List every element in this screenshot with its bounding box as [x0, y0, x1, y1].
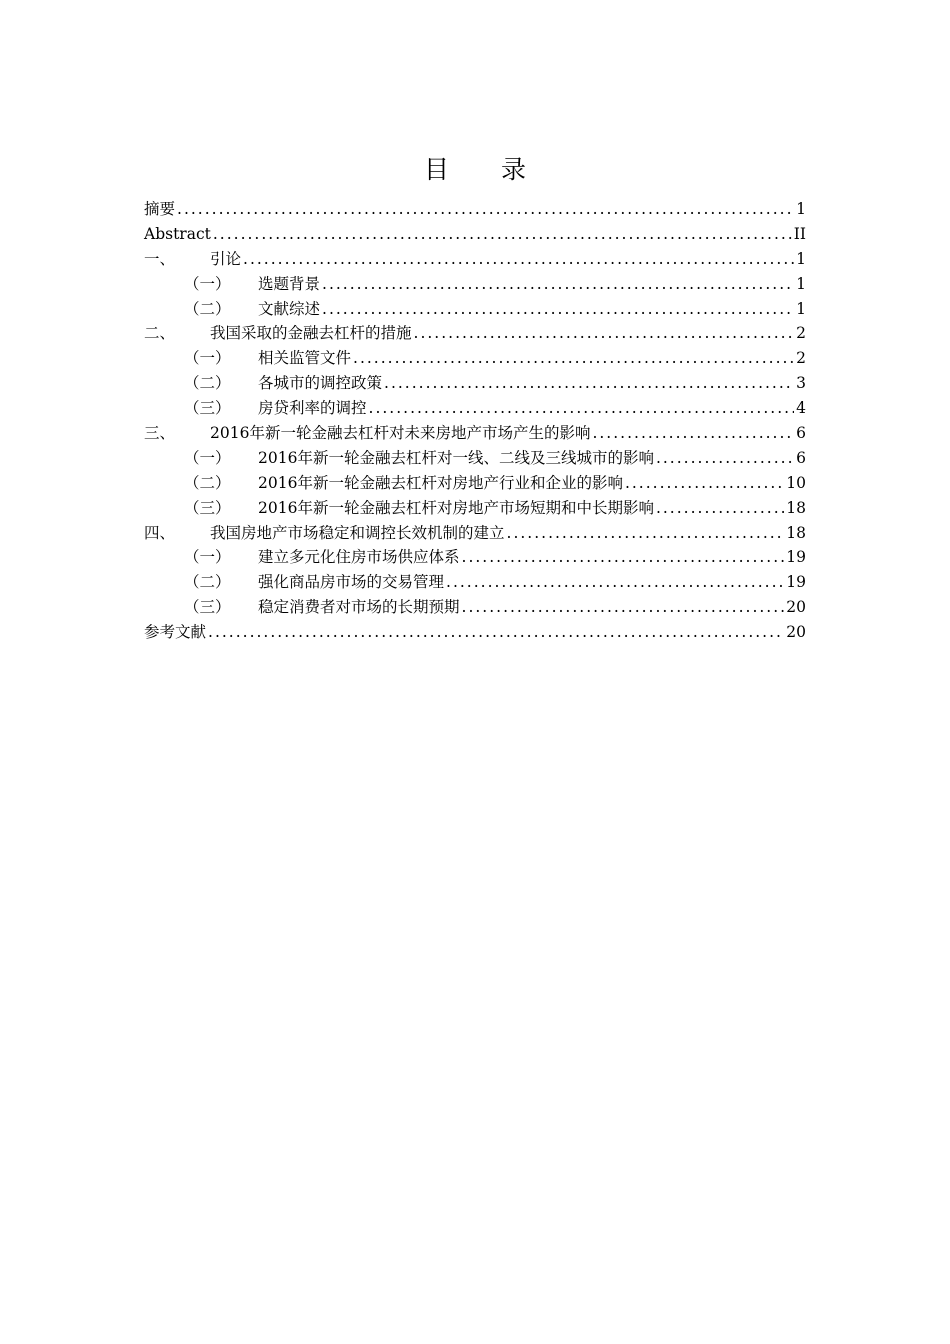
toc-entry[interactable] — [144, 222, 806, 247]
toc-dot-leader — [322, 297, 794, 322]
toc-page-number: 20 — [786, 598, 806, 617]
toc-dot-leader — [462, 545, 785, 570]
toc-entry[interactable] — [144, 496, 806, 521]
toc-entry-number: 三、 — [144, 424, 176, 443]
toc-entry[interactable] — [144, 396, 806, 421]
toc-entry[interactable] — [144, 570, 806, 595]
toc-entry-title: 建立多元化住房市场供应体系 — [258, 548, 460, 567]
toc-entry-title: 2016年新一轮金融去杠杆对房地产市场短期和中长期影响 — [258, 498, 654, 517]
toc-page-number: 1 — [796, 249, 806, 268]
toc-dot-leader — [656, 496, 784, 521]
toc-entry-number: （二） — [184, 573, 231, 592]
toc-entry[interactable] — [144, 371, 806, 396]
toc-page-number: 18 — [786, 523, 806, 542]
toc-entry-number: （三） — [184, 399, 231, 418]
toc-entry[interactable] — [144, 197, 806, 222]
toc-entry[interactable] — [144, 272, 806, 297]
toc-entry[interactable] — [144, 297, 806, 322]
toc-page-number: 10 — [786, 473, 806, 492]
toc-entry-title: 2016年新一轮金融去杠杆对房地产行业和企业的影响 — [258, 473, 623, 492]
toc-entry-number: 二、 — [144, 324, 176, 343]
toc-entry[interactable] — [144, 247, 806, 272]
toc-page-number: 3 — [796, 374, 806, 393]
toc-dot-leader — [208, 620, 784, 645]
toc-entry[interactable] — [144, 421, 806, 446]
toc-page-number: 20 — [786, 623, 806, 642]
toc-entry-number: （二） — [184, 473, 231, 492]
toc-page-number: 6 — [796, 424, 806, 443]
toc-page-number: 4 — [796, 399, 806, 418]
toc-entry-number: 四、 — [144, 523, 176, 542]
toc-entry[interactable] — [144, 545, 806, 570]
toc-page-number: II — [793, 224, 806, 243]
toc-page-number: 6 — [796, 448, 806, 467]
toc-page-number: 1 — [796, 299, 806, 318]
toc-entry[interactable] — [144, 620, 806, 645]
toc-page-number: 1 — [796, 274, 806, 293]
toc-entry-number: （三） — [184, 498, 231, 517]
toc-entry-number: （一） — [184, 349, 231, 368]
toc-dot-leader — [625, 471, 784, 496]
toc-page-number: 18 — [786, 498, 806, 517]
toc-entry-title: 稳定消费者对市场的长期预期 — [258, 598, 460, 617]
toc-entry-title: 引论 — [210, 249, 242, 268]
toc-page-number: 19 — [786, 548, 806, 567]
toc-entry-title: 参考文献 — [144, 623, 207, 642]
toc-dot-leader — [177, 197, 794, 222]
toc-dot-leader — [322, 272, 794, 297]
toc-entry-title: Abstract — [144, 224, 211, 243]
toc-entry[interactable] — [144, 595, 806, 620]
toc-title: 目 录 — [424, 155, 548, 184]
toc-entry[interactable] — [144, 321, 806, 346]
toc-page-number: 2 — [796, 349, 806, 368]
toc-entry-number: 一、 — [144, 249, 176, 268]
toc-entry-title: 房贷利率的调控 — [258, 399, 367, 418]
toc-entry-number: （一） — [184, 274, 231, 293]
toc-entry-title: 相关监管文件 — [258, 349, 352, 368]
toc-dot-leader — [446, 570, 784, 595]
toc-entry[interactable] — [144, 521, 806, 546]
toc-entry-title: 选题背景 — [258, 274, 321, 293]
toc-entry-number: （三） — [184, 598, 231, 617]
toc-dot-leader — [462, 595, 785, 620]
toc-page-number: 1 — [796, 200, 806, 218]
toc-entry-number: （二） — [184, 299, 231, 318]
toc-entry-title: 摘要 — [144, 200, 176, 218]
toc-dot-leader — [507, 521, 785, 546]
toc-entry[interactable] — [144, 446, 806, 471]
toc-dot-leader — [384, 371, 794, 396]
toc-dot-leader — [592, 421, 794, 446]
toc-entry-title: 2016年新一轮金融去杠杆对未来房地产市场产生的影响 — [210, 424, 591, 443]
toc-entry-title: 我国采取的金融去杠杆的措施 — [210, 324, 412, 343]
toc-entry-title: 各城市的调控政策 — [258, 374, 383, 393]
toc-entry-title: 2016年新一轮金融去杠杆对一线、二线及三线城市的影响 — [258, 448, 654, 467]
toc-entry-title: 我国房地产市场稳定和调控长效机制的建立 — [210, 523, 505, 542]
toc-dot-leader — [414, 321, 795, 346]
toc-entry-number: （一） — [184, 448, 231, 467]
toc-entry-title: 强化商品房市场的交易管理 — [258, 573, 445, 592]
toc-entry[interactable] — [144, 471, 806, 496]
toc-dot-leader — [213, 222, 792, 247]
toc-entry-number: （一） — [184, 548, 231, 567]
toc-dot-leader — [656, 446, 794, 471]
toc-dot-leader — [243, 247, 794, 272]
toc-entry-number: （二） — [184, 374, 231, 393]
toc-dot-leader — [369, 396, 795, 421]
toc-list — [144, 197, 806, 645]
toc-entry-title: 文献综述 — [258, 299, 321, 318]
toc-page-number: 2 — [796, 324, 806, 343]
toc-page-number: 19 — [786, 573, 806, 592]
toc-entry[interactable] — [144, 346, 806, 371]
toc-dot-leader — [353, 346, 794, 371]
